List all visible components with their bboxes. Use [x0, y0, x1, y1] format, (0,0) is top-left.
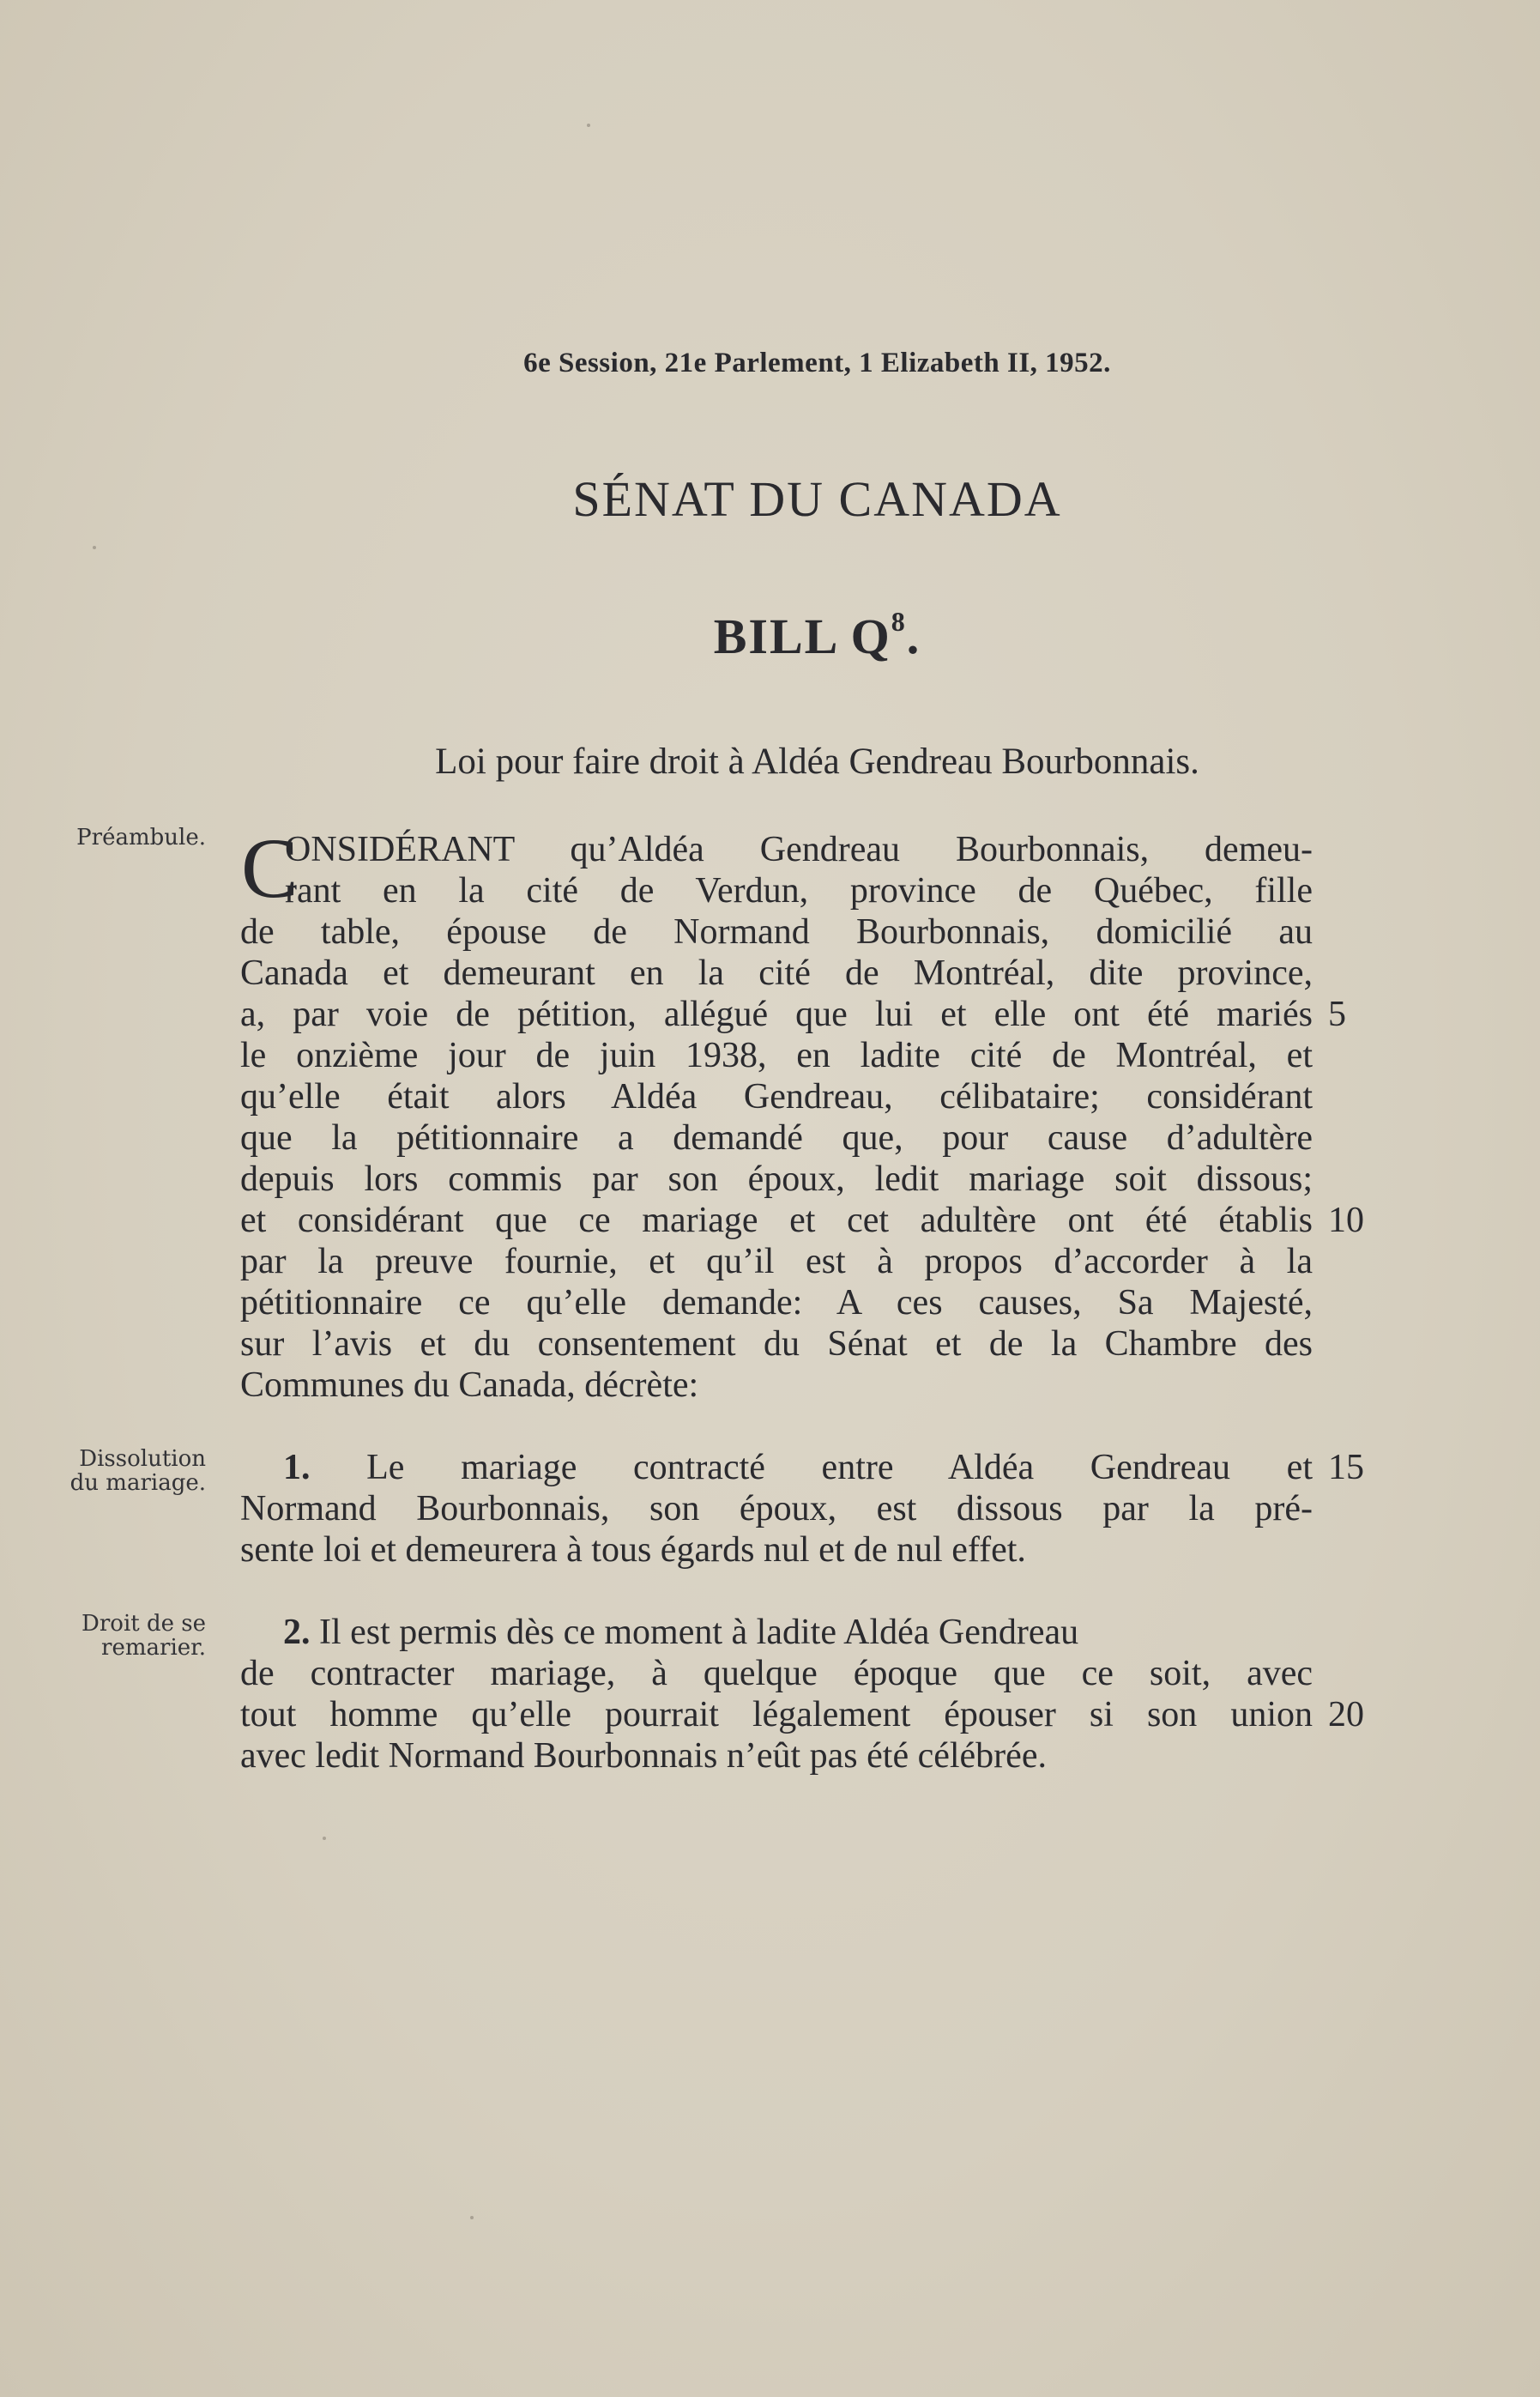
section-1-number: 1.: [283, 1448, 311, 1487]
preamble-line: sur l’avis et du consentement du Sénat et de la Chambre des: [240, 1324, 1313, 1364]
line-number: 5: [1328, 995, 1346, 1034]
bill-subtitle: Loi pour faire droit à Aldéa Gendreau Bourbonnais.: [435, 741, 1199, 782]
preamble-line: le onzième jour de juin 1938, en ladite cité de Montréal, et: [240, 1036, 1313, 1075]
preamble-line: de table, épouse de Normand Bourbonnais, domicilié au: [240, 912, 1313, 952]
preamble-line: pétitionnaire ce qu’elle demande: A ces causes, Sa Majesté,: [240, 1283, 1313, 1323]
section-2-number: 2.: [283, 1613, 311, 1652]
section-2-line: [283, 1612, 1313, 1653]
bill-period: .: [906, 608, 921, 664]
preamble-line: que la pétitionnaire a demandé que, pour cause d’adultère: [240, 1118, 1313, 1158]
session-header: 6e Session, 21e Parlement, 1 Elizabeth II, 1952.: [523, 348, 1111, 378]
margin-note-line: Dissolution: [79, 1446, 206, 1472]
section-2-line: avec ledit Normand Bourbonnais n’eût pas été célébrée.: [240, 1736, 1047, 1776]
paper-speck: [470, 2216, 474, 2219]
margin-note-line: remarier.: [101, 1635, 206, 1661]
bill-label: BILL Q: [713, 608, 891, 664]
bill-superscript: 8: [891, 606, 907, 637]
margin-note-line: du mariage.: [69, 1470, 206, 1496]
bill-title: [0, 606, 1540, 665]
line-number: 15: [1328, 1448, 1364, 1487]
section-2-text: Il est permis dès ce moment à ladite Aldéa Gendreau: [319, 1613, 1079, 1652]
preamble-line: et considérant que ce mariage et cet adultère ont été établis: [240, 1201, 1313, 1240]
section-1-text: Le mariage contracté entre Aldéa Gendreau et: [366, 1448, 1313, 1487]
preamble-line: a, par voie de pétition, allégué que lui et elle ont été mariés: [240, 995, 1313, 1034]
section-2-line: de contracter mariage, à quelque époque que ce soit, avec: [240, 1654, 1313, 1693]
section-2-line: tout homme qu’elle pourrait légalement épouser si son union: [240, 1695, 1313, 1734]
drop-cap: C: [241, 820, 299, 916]
margin-note-dissolution: [34, 1447, 206, 1495]
line-number: 10: [1328, 1201, 1364, 1240]
line-number: 20: [1328, 1695, 1364, 1734]
preamble-line: Canada et demeurant en la cité de Montréal, dite province,: [240, 953, 1313, 993]
margin-note-preamble: Préambule.: [76, 825, 206, 850]
paper-speck: [93, 546, 96, 549]
paper-speck: [323, 1837, 326, 1840]
preamble-line: rant en la cité de Verdun, province de Québec, fille: [285, 871, 1313, 911]
margin-note-remarry: [34, 1612, 206, 1660]
preamble-line: qu’elle était alors Aldéa Gendreau, célibataire; considérant: [240, 1077, 1313, 1117]
section-1-line: [283, 1447, 1313, 1488]
section-1-line: sente loi et demeurera à tous égards nul et de nul effet.: [240, 1530, 1026, 1570]
preamble-line: Communes du Canada, décrète:: [240, 1365, 699, 1405]
senate-title: SÉNAT DU CANADA: [572, 471, 1062, 527]
paper-speck: [587, 124, 590, 127]
preamble-line: par la preuve fournie, et qu’il est à propos d’accorder à la: [240, 1242, 1313, 1281]
preamble-line: depuis lors commis par son époux, ledit mariage soit dissous;: [240, 1159, 1313, 1199]
section-1-line: Normand Bourbonnais, son époux, est dissous par la pré-: [240, 1489, 1313, 1528]
margin-note-line: Droit de se: [82, 1611, 206, 1637]
preamble-line: ONSIDÉRANT qu’Aldéa Gendreau Bourbonnais, demeu-: [285, 830, 1313, 869]
